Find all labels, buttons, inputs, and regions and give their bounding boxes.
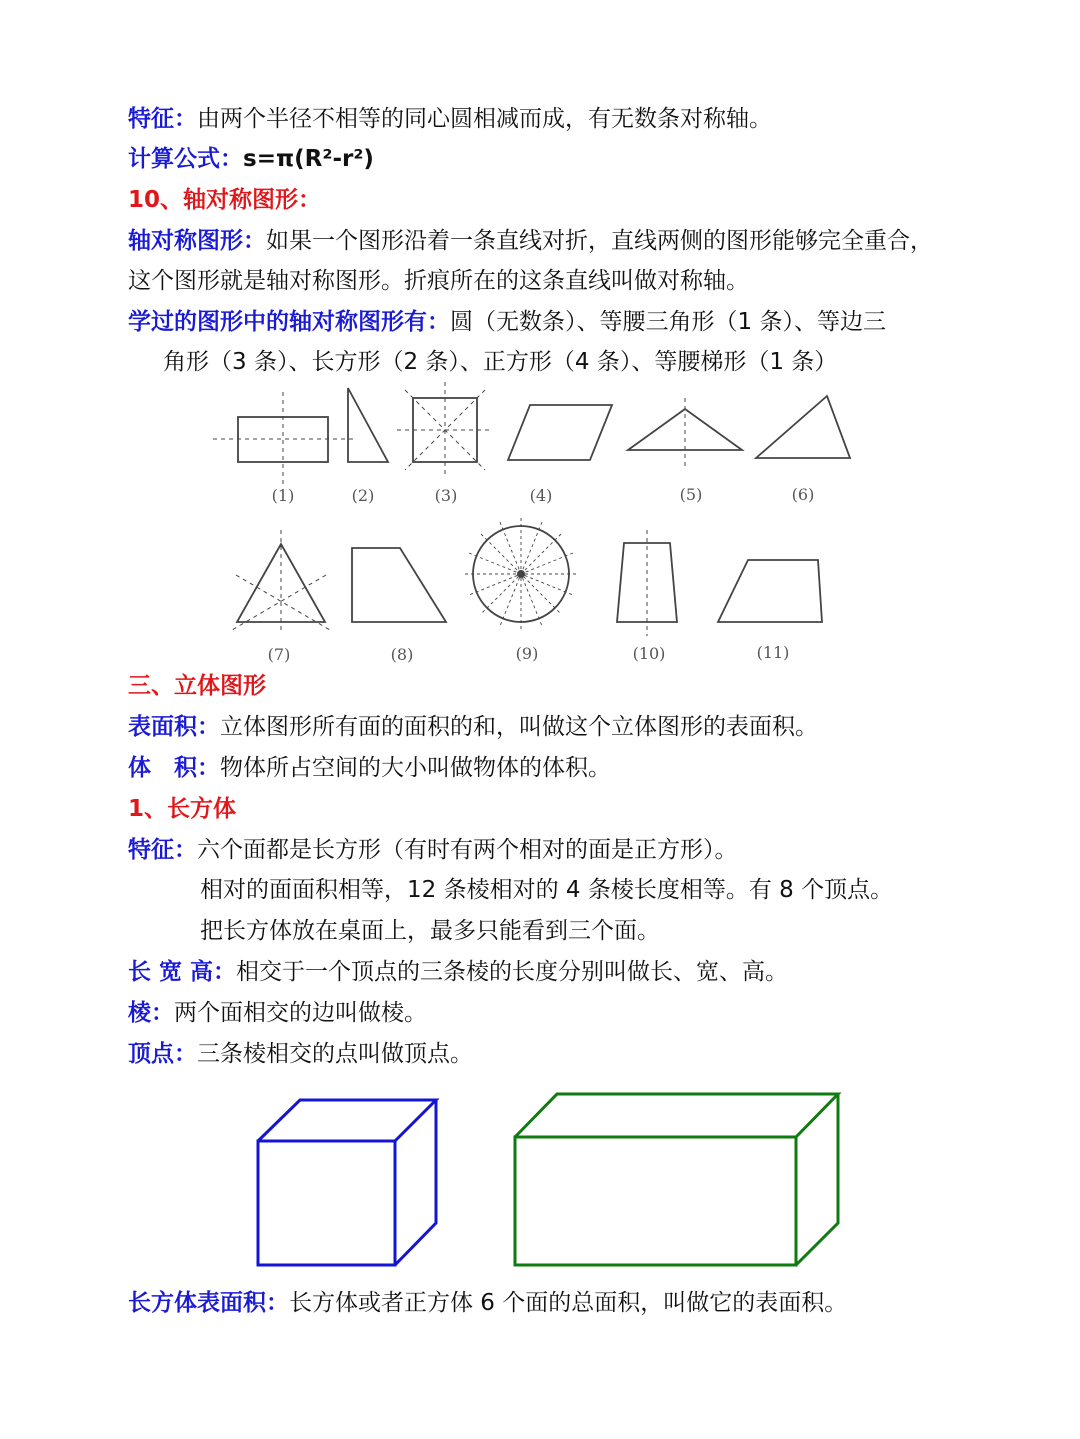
solid-section-heading: 三、立体图形 <box>128 673 266 699</box>
cuboid-surface-area-line <box>128 1287 847 1319</box>
axis-list-line-2: 角形（3 条）、长方形（2 条）、正方形（4 条）、等腰梯形（1 条） <box>163 349 838 375</box>
cuboid-feature-line-2: 相对的面面积相等，12 条棱相对的 4 条棱长度相等。有 8 个顶点。 <box>200 877 894 903</box>
axis-list-label: 学过的图形中的轴对称图形有： <box>128 309 450 335</box>
figure-label-9: (9) <box>515 644 539 663</box>
cuboid-feature-text-1: 六个面都是长方形（有时有两个相对的面是正方形）。 <box>197 837 738 863</box>
figure-label-3: (3) <box>434 486 458 505</box>
axis-definition-text-1: 如果一个图形沿着一条直线对折，直线两侧的图形能够完全重合， <box>266 228 933 254</box>
ring-feature-text: 由两个半径不相等的同心圆相减而成，有无数条对称轴。 <box>197 106 772 132</box>
axis-definition-line-2: 这个图形就是轴对称图形。折痕所在的这条直线叫做对称轴。 <box>128 268 749 294</box>
figure-10-isosceles-trapezoid <box>617 530 677 636</box>
figure-label-5: (5) <box>679 485 703 504</box>
figure-2-right-triangle <box>348 388 388 462</box>
lwh-line <box>128 956 788 988</box>
figure-3-square <box>397 382 493 478</box>
solid-drawings <box>0 1085 1080 1275</box>
vertex-text: 三条棱相交的点叫做顶点。 <box>197 1041 473 1067</box>
surface-area-text: 立体图形所有面的面积的和，叫做这个立体图形的表面积。 <box>220 714 818 740</box>
ring-feature-label: 特征： <box>128 106 197 132</box>
ring-formula-line <box>128 143 374 175</box>
volume-text: 物体所占空间的大小叫做物体的体积。 <box>220 755 611 781</box>
vertex-line <box>128 1038 473 1070</box>
ring-formula: s=π(R²-r²) <box>243 146 374 172</box>
figure-label-10: (10) <box>632 644 666 663</box>
ring-formula-label: 计算公式： <box>128 146 243 172</box>
volume-line <box>128 752 611 784</box>
figure-1-rectangle <box>213 392 353 488</box>
cuboid-surface-area-label: 长方体表面积： <box>128 1290 289 1316</box>
cuboid-surface-area-text: 长方体或者正方体 6 个面的总面积，叫做它的表面积。 <box>289 1290 848 1316</box>
axis-definition-label: 轴对称图形： <box>128 228 266 254</box>
figure-5-isosceles-triangle <box>628 398 742 468</box>
edge-text: 两个面相交的边叫做棱。 <box>174 1000 427 1026</box>
axis-definition-line-1 <box>128 225 933 257</box>
cuboid-feature-label: 特征： <box>128 837 197 863</box>
surface-area-line <box>128 711 818 743</box>
figure-11-trapezoid <box>718 560 822 622</box>
figure-4-parallelogram <box>508 405 612 460</box>
figure-label-1: (1) <box>271 486 295 505</box>
surface-area-label: 表面积： <box>128 714 220 740</box>
figure-label-4: (4) <box>529 486 553 505</box>
figure-label-2: (2) <box>351 486 375 505</box>
axis-section-heading: 10、轴对称图形： <box>128 187 322 213</box>
figure-label-11: (11) <box>756 643 790 662</box>
figure-8-right-trapezoid <box>352 548 446 622</box>
cuboid-feature-line-3: 把长方体放在桌面上，最多只能看到三个面。 <box>200 918 660 944</box>
cuboid-heading: 1、长方体 <box>128 796 237 822</box>
symmetry-figures <box>0 380 1080 680</box>
lwh-label: 长 宽 高： <box>128 959 237 985</box>
figure-label-6: (6) <box>791 485 815 504</box>
vertex-label: 顶点： <box>128 1041 197 1067</box>
figure-9-circle <box>465 518 577 630</box>
axis-list-text-1: 圆（无数条）、等腰三角形（1 条）、等边三 <box>450 309 886 335</box>
volume-label: 体 积： <box>128 755 220 781</box>
cuboid-feature-line-1 <box>128 834 738 866</box>
edge-line <box>128 997 427 1029</box>
figure-6-scalene-triangle <box>756 396 850 458</box>
axis-list-line-1 <box>128 306 886 338</box>
edge-label: 棱： <box>128 1000 174 1026</box>
cuboid-drawing <box>515 1094 838 1265</box>
figure-label-7: (7) <box>267 645 291 664</box>
figure-label-8: (8) <box>390 645 414 664</box>
cube-drawing <box>258 1100 436 1265</box>
ring-feature-line <box>128 103 772 135</box>
figure-7-equilateral-triangle <box>232 530 330 632</box>
lwh-text: 相交于一个顶点的三条棱的长度分别叫做长、宽、高。 <box>236 959 789 985</box>
